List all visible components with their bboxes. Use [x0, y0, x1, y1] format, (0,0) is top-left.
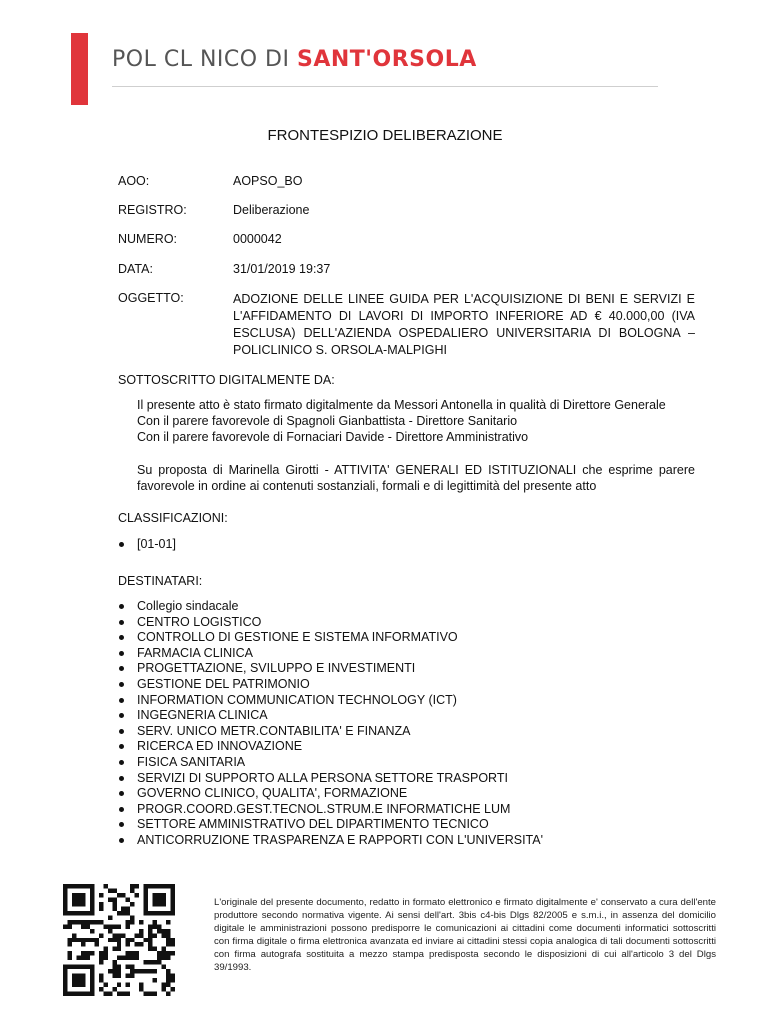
field-label-data: DATA: — [118, 262, 153, 276]
classifications-list — [118, 537, 176, 553]
list-item: INFORMATION COMMUNICATION TECHNOLOGY (ICT) — [118, 693, 543, 709]
list-item: RICERCA ED INNOVAZIONE — [118, 739, 543, 755]
list-item: FARMACIA CLINICA — [118, 646, 543, 662]
list-item: SETTORE AMMINISTRATIVO DEL DIPARTIMENTO TECNICO — [118, 817, 543, 833]
field-value-numero: 0000042 — [233, 232, 282, 246]
field-label-aoo: AOO: — [118, 174, 150, 188]
signature-heading: SOTTOSCRITTO DIGITALMENTE DA: — [118, 373, 335, 387]
recipients-heading: DESTINATARI: — [118, 574, 203, 588]
list-item: GESTIONE DEL PATRIMONIO — [118, 677, 543, 693]
list-item: INGEGNERIA CLINICA — [118, 708, 543, 724]
recipients-list — [118, 599, 543, 849]
proposal-text: Su proposta di Marinella Girotti - ATTIVITA' GENERALI ED ISTITUZIONALI che esprime parere favorevole in ordine ai contenuti sostanziali, formali e di legittimità del presente atto — [137, 463, 695, 493]
legal-footer-note: L'originale del presente documento, redatto in formato elettronico e firmato digitalmente e' conservato a cura dell'ente produttore secondo normativa vigente. Ai sensi dell'art. 3bis c4-bis Dlgs 82/2005 e s.m.i., in assenza del domicilio digitale le amministrazioni possono predisporre le comunicazioni ai cittadini come documenti informatici sottoscritti con firma digitale o firma elettronica avanzata ed inviare ai cittadini stessi copia analogica di tali documenti sottoscritti con firma autografa sostituita a mezzo stampa predisposta secondo le disposizioni di cui all'articolo 3 del Dlgs 39/1993. — [214, 897, 716, 973]
field-label-numero: NUMERO: — [118, 232, 178, 246]
signature-line: Con il parere favorevole di Fornaciari Davide - Direttore Amministrativo — [137, 430, 529, 444]
list-item: ANTICORRUZIONE TRASPARENZA E RAPPORTI CON L'UNIVERSITA' — [118, 833, 543, 849]
field-label-registro: REGISTRO: — [118, 203, 187, 217]
header-divider — [112, 86, 658, 87]
field-value-oggetto: ADOZIONE DELLE LINEE GUIDA PER L'ACQUISIZIONE DI BENI E SERVIZI E L'AFFIDAMENTO DI LAVORI DI IMPORTO INFERIORE AD € 40.000,00 (IVA ESCLUSA) DELL'AZIENDA OSPEDALIERO UNIVERSITARIA DI BOLOGNA – POLICLINICO S. ORSOLA-MALPIGHI — [233, 292, 695, 357]
field-value-data: 31/01/2019 19:37 — [233, 262, 331, 276]
signature-block — [137, 397, 695, 494]
field-value-registro: Deliberazione — [233, 203, 310, 217]
field-value-aoo: AOPSO_BO — [233, 174, 303, 188]
list-item: FISICA SANITARIA — [118, 755, 543, 771]
field-label-oggetto: OGGETTO: — [118, 291, 184, 305]
signature-line: Con il parere favorevole di Spagnoli Gianbattista - Direttore Sanitario — [137, 414, 518, 428]
logo-prefix: POL CL NICO DI — [112, 47, 290, 72]
classifications-heading: CLASSIFICAZIONI: — [118, 511, 228, 525]
list-item: SERV. UNICO METR.CONTABILITA' E FINANZA — [118, 724, 543, 740]
signature-line: Il presente atto è stato firmato digitalmente da Messori Antonella in qualità di Direttore Generale — [137, 398, 666, 412]
qr-code-icon — [60, 884, 178, 996]
list-item: GOVERNO CLINICO, QUALITA', FORMAZIONE — [118, 786, 543, 802]
list-item: [01-01] — [118, 537, 176, 553]
list-item: CONTROLLO DI GESTIONE E SISTEMA INFORMATIVO — [118, 630, 543, 646]
document-title: FRONTESPIZIO DELIBERAZIONE — [267, 127, 503, 144]
list-item: CENTRO LOGISTICO — [118, 615, 543, 631]
list-item: Collegio sindacale — [118, 599, 543, 615]
list-item: PROGR.COORD.GEST.TECNOL.STRUM.E INFORMATICHE LUM — [118, 802, 543, 818]
logo-brand: SANT'ORSOLA — [297, 47, 477, 72]
logo-red-bar — [71, 33, 88, 105]
list-item: SERVIZI DI SUPPORTO ALLA PERSONA SETTORE TRASPORTI — [118, 771, 543, 787]
list-item: PROGETTAZIONE, SVILUPPO E INVESTIMENTI — [118, 661, 543, 677]
hospital-logo — [112, 47, 477, 72]
